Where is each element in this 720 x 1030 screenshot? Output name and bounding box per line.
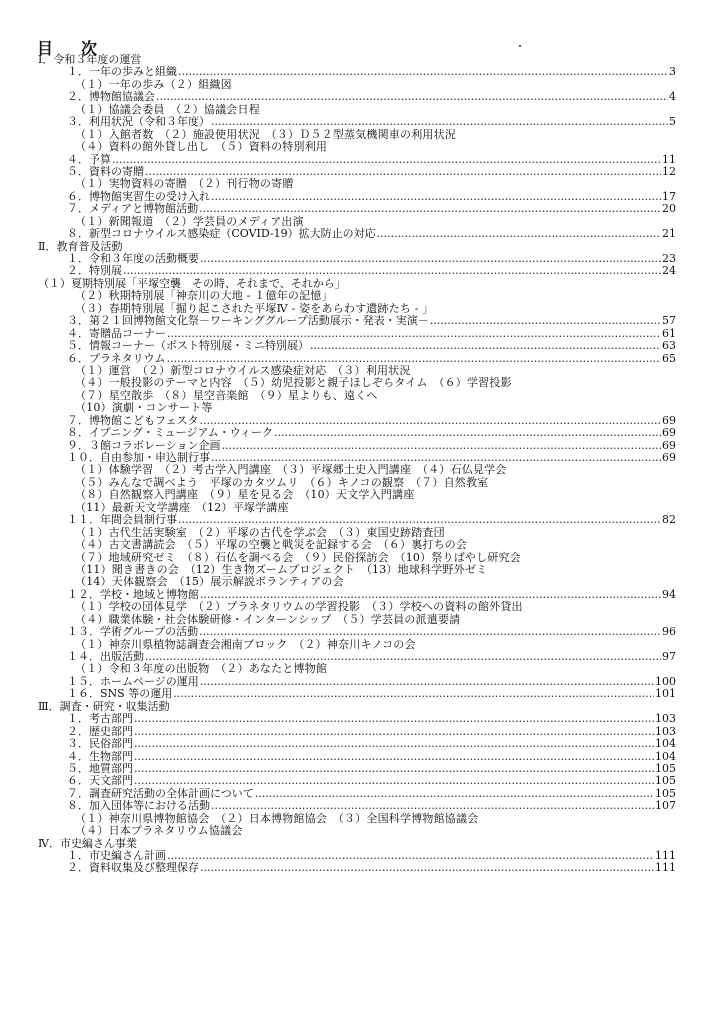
toc-entry-title: （４）職業体験・社会体験研修・インターンシップ （５）学芸員の派遣要請 [75, 612, 461, 626]
toc-entry-title: ５．情報コーナー（ポスト特別展・ミニ特別展） [67, 339, 309, 353]
toc-entry-title: ７．博物館こどもフェスタ [67, 413, 199, 427]
toc-page-number: 69 [662, 451, 676, 464]
toc-entry-title: （１）神奈川県博物館協会 （２）日本博物館協会 （３）全国科学博物館協議会 [75, 811, 479, 825]
toc-page-number: 103 [655, 724, 676, 738]
toc-entry-title: （１）新聞報道 （２）学芸員のメディア出演 [75, 214, 304, 228]
toc-entry-title: ８．新型コロナウイルス感染症（COVID-19）拡大防止の対応 [67, 227, 376, 241]
toc-entry-title: （７）星空散歩 （８）星空音楽館 （９）星よりも、遠くへ [75, 388, 378, 402]
toc-page-number: 69 [662, 426, 676, 440]
dot-leader [430, 315, 661, 327]
toc-subentry [0, 663, 720, 675]
toc-entry-title: ５．資料の寄贈 [67, 164, 144, 178]
toc-entry-title: ７．調査研究活動の全体計画について [67, 786, 254, 800]
toc-entry-title: ４．予算 [67, 152, 111, 166]
dot-leader [310, 340, 661, 352]
toc-page-number: 69 [662, 413, 676, 427]
toc-subentry [0, 576, 720, 588]
toc-entry-title: （10）演劇・コンサート等 [75, 401, 213, 415]
toc-subentry [0, 141, 720, 153]
toc-entry-title: （１）入館者数 （２）施設使用状況 （３）Ｄ５２型蒸気機関車の利用状況 [75, 127, 456, 141]
toc-entry-title: ４．寄贈品コーナー [67, 326, 166, 340]
toc-entry-title: ６．天文部門 [67, 774, 133, 788]
toc-entry-title: ６．博物館実習生の受け入れ [67, 189, 210, 203]
toc-page-number: 21 [662, 227, 676, 241]
toc-entry-title: （３）春期特別展「掘り起こされた平塚Ⅳ - 姿をあらわす遺跡たち - 」 [75, 301, 434, 315]
toc-entry-title: ３．利用状況（令和３年度） [67, 115, 210, 129]
toc-page-number: 4 [669, 90, 676, 104]
toc-entry-title: ３．第２１回博物館文化祭－ワーキンググループ活動展示・発表・実演－ [67, 314, 429, 328]
toc-entry [0, 315, 720, 327]
toc-page-number: 24 [662, 264, 676, 278]
dot-leader [200, 253, 661, 265]
toc-entry-title: １４．出版活動 [67, 650, 144, 663]
toc-entry-title: ２．歴史部門 [67, 724, 133, 738]
toc-entry-title: ３．民俗部門 [67, 737, 133, 751]
toc-page-number: 12 [662, 164, 676, 178]
toc-page-number: 57 [662, 314, 676, 328]
toc-entry-title: ６．プラネタリウム [67, 351, 166, 365]
toc-entry-title: （14）天体観察会 （15）展示解説ボランティアの会 [75, 575, 344, 589]
toc-page-number: 100 [655, 674, 676, 688]
toc-entry-title: ２．特別展 [67, 264, 122, 278]
toc-entry [0, 775, 720, 787]
toc-entry-title: （11）聞き書きの会 （12）生き物ズームプロジェクト （13）地球科学野外ゼミ [75, 562, 488, 576]
toc-entry-title: ９．３館コラボレーション企画 [67, 438, 221, 452]
toc-entry-title: （１）実物資料の寄贈 （２）刊行物の寄贈 [75, 177, 294, 191]
toc-entry-title: Ⅳ．市史編さん事業 [38, 836, 137, 850]
toc-page-number: 101 [655, 687, 676, 701]
toc-entry-title: １０．自由参加・申込制行事 [67, 451, 210, 464]
toc-entry-title: ２．資料収集及び整理保存 [67, 861, 199, 875]
toc-page-number: 103 [655, 712, 676, 726]
toc-page-number: 104 [655, 749, 676, 763]
dot-leader [200, 676, 654, 688]
toc-page-number: 11 [662, 152, 676, 166]
toc-entry-title: １１．年間会員制行事 [67, 513, 177, 527]
toc-entry-title: （５）みんなで調べよう 平塚のカタツムリ （６）キノコの観察 （７）自然教室 [75, 475, 489, 489]
toc-entry-title: １６．SNS 等の運用 [67, 687, 173, 701]
toc-entry [0, 713, 720, 725]
toc-entry-title: （１）古代生活実験室 （２）平塚の古代を学ぶ会 （３）東国史跡踏査団 [75, 525, 445, 539]
toc-entry-title: Ⅲ．調査・研究・収集活動 [38, 699, 170, 713]
scan-speck [519, 45, 521, 47]
toc-entry-title: （１）一年の歩み（２）組織図 [75, 77, 232, 91]
toc-subentry [0, 402, 720, 414]
toc-page-number: 107 [655, 799, 676, 813]
toc-page-number: 69 [662, 438, 676, 452]
toc-entry-title: Ⅱ．教育普及活動 [38, 239, 123, 253]
toc-entry [0, 738, 720, 750]
dot-leader [211, 191, 661, 203]
toc-entry-title: １５．ホームページの運用 [67, 674, 199, 688]
toc-entry [0, 427, 720, 439]
dot-leader [255, 788, 654, 800]
toc-subentry [0, 178, 720, 190]
toc-page-number: 61 [662, 326, 676, 340]
toc-entry-title: （４）資料の館外貸し出し （５）資料の特別利用 [75, 140, 328, 154]
toc-entry-title: １．考古部門 [67, 712, 133, 726]
toc-entry-title: （１）協議会委員 （２）協議会日程 [75, 102, 260, 116]
toc-entry-title: （７）地域研究ゼミ （８）石仏を調べる会 （９）民俗探訪会 （10）祭りばやし研究会 [75, 550, 521, 564]
toc-entry-title: １．令和３年度の活動概要 [67, 252, 199, 265]
toc-entry-title: １．市史編さん計画 [67, 849, 166, 862]
dot-leader [134, 726, 654, 738]
toc-page-number: 105 [655, 786, 676, 800]
toc-page-number: 96 [662, 625, 676, 639]
toc-entry-title: ４．生物部門 [67, 749, 133, 763]
page-title: 目 次 [37, 39, 104, 58]
dot-leader [167, 850, 654, 862]
toc-entry-title: ５．地質部門 [67, 761, 133, 775]
dot-leader [222, 440, 661, 452]
toc-page-number: 17 [662, 189, 676, 203]
toc-page-number: 111 [655, 861, 676, 875]
dot-leader [377, 228, 661, 240]
toc-page-number: 5 [669, 115, 676, 129]
dot-leader [178, 66, 668, 78]
toc-page-number: 65 [662, 351, 676, 365]
toc-page-number: 104 [655, 737, 676, 751]
dot-leader [274, 427, 661, 439]
toc-page-number: 94 [662, 587, 676, 601]
dot-leader [112, 154, 661, 166]
toc-page-number: 20 [662, 202, 676, 216]
dot-leader [134, 738, 654, 750]
toc-entry-title: １．一年の歩みと組織 [67, 65, 177, 79]
toc-entry-title: （２）秋期特別展「神奈川の大地 - １億年の記憶」 [75, 289, 333, 303]
dot-leader [200, 862, 654, 874]
toc-entry-title: （１）運営 （２）新型コロナウイルス感染症対応 （３）利用状況 [75, 363, 411, 377]
dot-leader [134, 763, 654, 775]
toc-entry-title: （１）夏期特別展「平塚空襲 その時、それまで、それから」 [38, 276, 346, 290]
toc-page-number: 111 [655, 849, 676, 862]
toc-entry-title: （１）令和３年度の出版物 （２）あなたと博物館 [75, 662, 328, 676]
toc-entry-title: Ⅰ．令和３年度の運営 [38, 53, 142, 66]
dot-leader [134, 713, 654, 725]
toc-entry-title: １３．学術グループの活動 [67, 625, 199, 639]
toc-page-number: 82 [662, 513, 676, 527]
toc-entry-title: （１）神奈川県植物誌調査会湘南ブロック （２）神奈川キノコの会 [75, 637, 416, 651]
toc-entry-title: （８）自然観察入門講座 （９）星を見る会 （10）天文学入門講座 [75, 488, 415, 502]
toc-entry [0, 340, 720, 352]
toc-entry-title: ８．加入団体等における活動 [67, 799, 210, 813]
toc-page-number: 97 [662, 650, 676, 663]
dot-leader [134, 775, 654, 787]
toc-page-number: 105 [655, 774, 676, 788]
toc-page-number: 3 [669, 65, 676, 79]
dot-leader [173, 688, 654, 700]
toc-entry-title: ２．博物館協議会 [67, 90, 155, 104]
toc-entry [0, 862, 720, 874]
toc-entry-title: （４）日本プラネタリウム協議会 [75, 824, 243, 838]
toc-entry-title: （11）最新天文学講座 （12）平塚学講座 [75, 500, 289, 514]
toc-entry-title: （４）一般投影のテーマと内容 （５）幼児投影と親子ほしぞらタイム （６）学習投影 [75, 376, 512, 390]
toc-entry-title: （４）古文書講読会 （５）平塚の空襲と戦災を記録する会 （６）裏打ちの会 [75, 538, 468, 552]
toc-entry-title: （１）学校の団体見学 （２）プラネタリウムの学習投影 （３）学校への資料の館外貸出 [75, 600, 523, 614]
toc-entry-title: １２．学校・地域と博物館 [67, 587, 199, 601]
toc-entry-title: ８．イブニング・ミュージアム・ウィーク [67, 426, 274, 440]
toc-page-number: 23 [662, 252, 676, 265]
toc-entry-title: （１）体験学習 （２）考古学入門講座 （３）平塚郷土史入門講座 （４）石仏見学会 [75, 463, 507, 477]
toc-page-number: 105 [655, 761, 676, 775]
table-of-contents [0, 54, 720, 875]
dot-leader [134, 751, 654, 763]
toc-entry-title: ７．メディアと博物館活動 [67, 202, 199, 216]
toc-page-number: 63 [662, 339, 676, 353]
